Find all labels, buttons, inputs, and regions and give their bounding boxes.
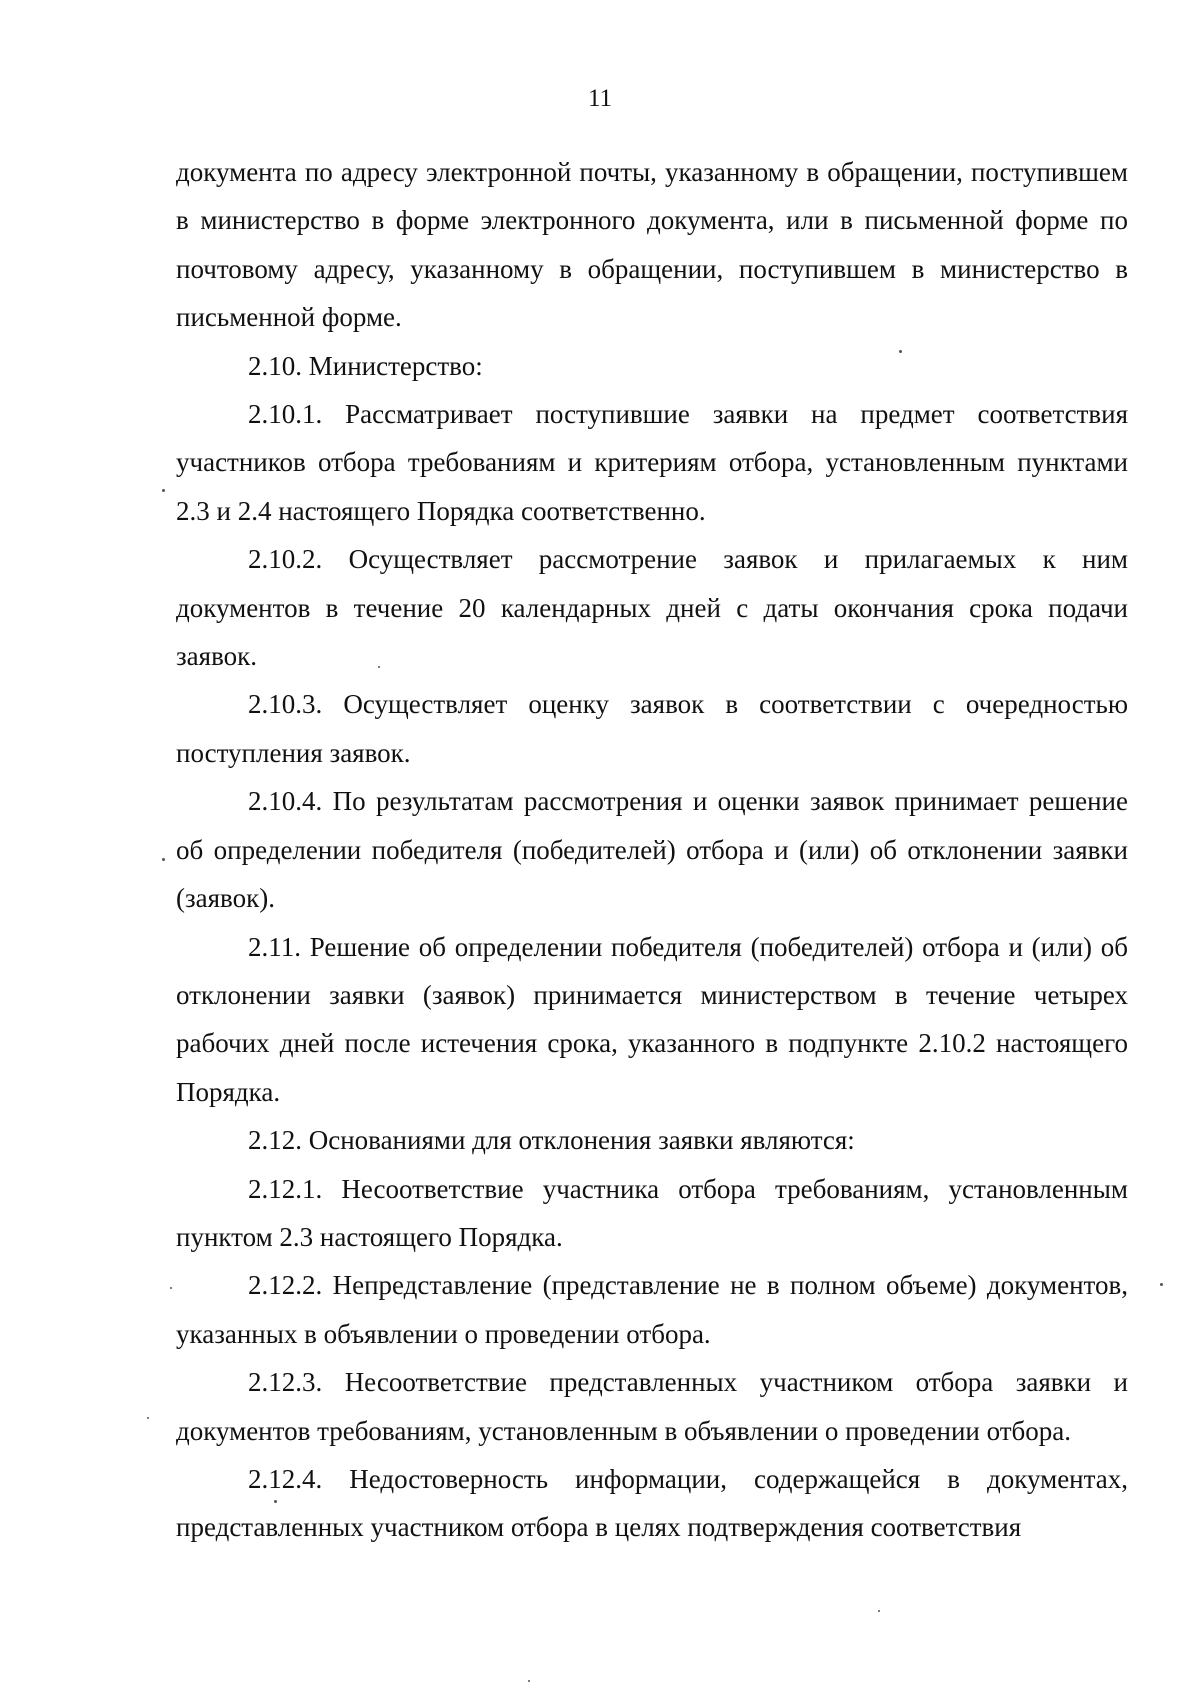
paragraph-2-12-3: 2.12.3. Несоответствие представленных участником отбора заявки и документов требованиям, установленным в объявлении о проведении отбора. [176, 1367, 1128, 1446]
paragraph-2-10-3: 2.10.3. Осуществляет оценку заявок в соответствии с очередностью поступления заявок. [176, 689, 1128, 768]
paragraph-2-12-2: 2.12.2. Непредставление (представление не в полном объеме) документов, указанных в объявлении о проведении отбора. [176, 1270, 1128, 1349]
paragraph-2-10-4: 2.10.4. По результатам рассмотрения и оценки заявок принимает решение об определении победителя (победителей) отбора и (или) об отклонении заявки (заявок). [176, 786, 1128, 914]
paragraph-2-12-4: 2.12.4. Недостоверность информации, содержащейся в документах, представленных участником отбора в целях подтверждения соответствия [176, 1463, 1128, 1543]
paragraph-2-10-2: 2.10.2. Осуществляет рассмотрение заявок и прилагаемых к ним документов в течение 20 календарных дней с даты окончания срока подачи заявок. [176, 544, 1128, 672]
scan-speck [170, 1287, 172, 1289]
document-body [176, 148, 1128, 1552]
scan-speck [1160, 1283, 1163, 1286]
scan-speck [878, 1610, 880, 1612]
scan-speck [899, 350, 902, 353]
scan-speck [528, 1680, 530, 1682]
scan-speck [274, 1500, 277, 1503]
paragraph-2-11: 2.11. Решение об определении победителя (победителей) отбора и (или) об отклонении заявки (заявок) принимается министерством в течение четырех рабочих дней после истечения срока, указанного в подпункте 2.10.2 настоящего Порядка. [176, 931, 1128, 1107]
page-number: 11 [587, 85, 613, 112]
scan-speck [147, 1417, 149, 1419]
scan-speck [378, 666, 380, 668]
paragraph-continuation: документа по адресу электронной почты, указанному в обращении, поступившем в министерство в форме электронного документа, или в письменной форме по почтовому адресу, указанному в обращении, поступившем в министерство в письменной форме. [176, 157, 1128, 333]
paragraph-2-10-1: 2.10.1. Рассматривает поступившие заявки на предмет соответствия участников отбора требованиям и критериям отбора, установленным пунктами 2.3 и 2.4 настоящего Порядка соответственно. [176, 399, 1128, 526]
scan-speck [162, 858, 165, 861]
paragraph-2-10: 2.10. Министерство: [248, 350, 483, 381]
paragraph-2-12-1: 2.12.1. Несоответствие участника отбора требованиям, установленным пунктом 2.3 настоящего Порядка. [176, 1173, 1128, 1252]
scan-speck [162, 489, 165, 492]
paragraph-2-12: 2.12. Основаниями для отклонения заявки являются: [248, 1125, 855, 1156]
